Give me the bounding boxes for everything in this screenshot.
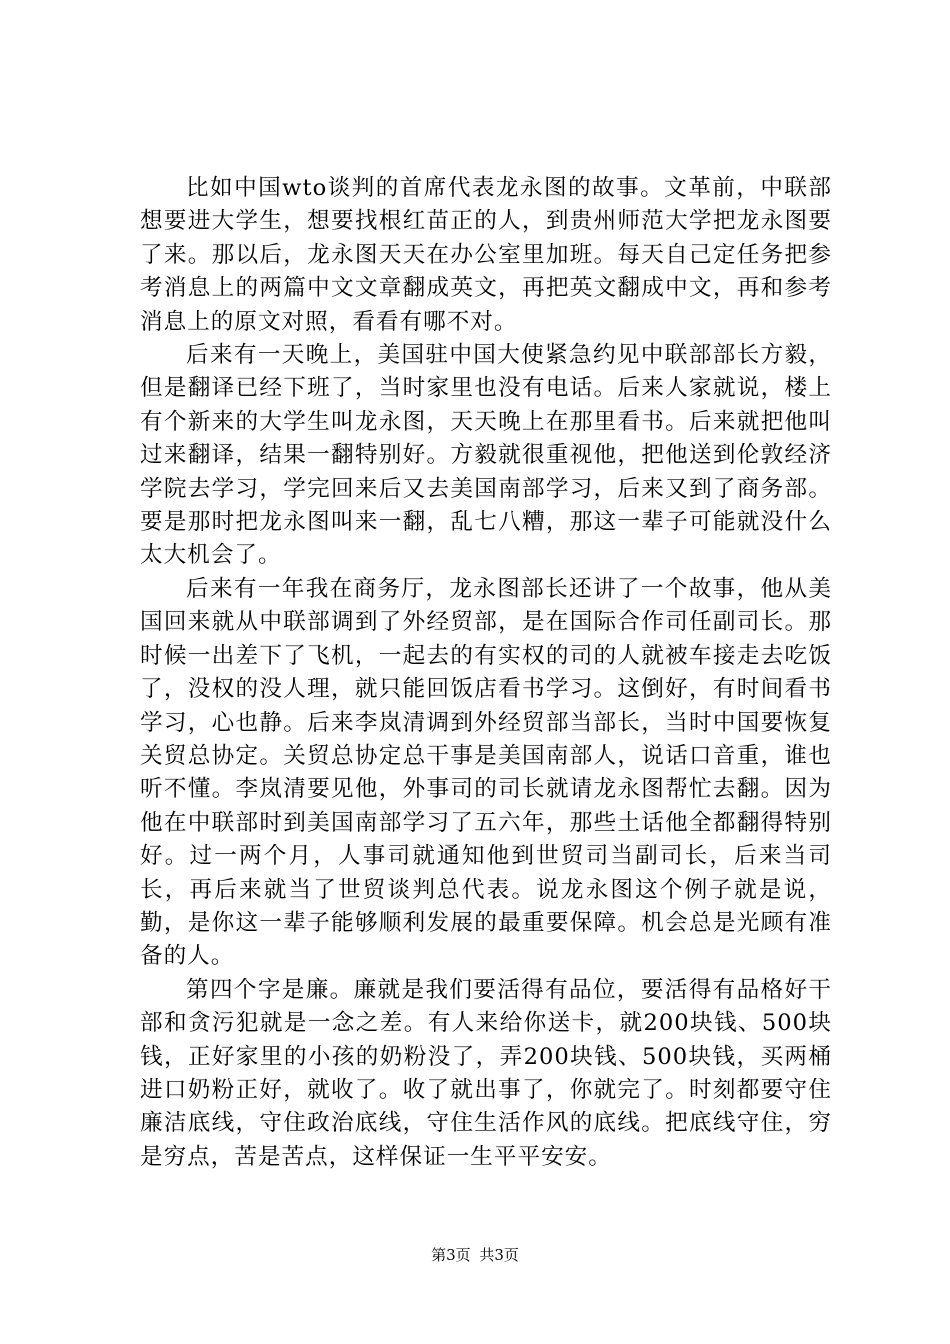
paragraph-3: 后来有一年我在商务厅，龙永图部长还讲了一个故事，他从美国回来就从中联部调到了外经贸部，是在国际合作司任副司长。那时候一出差下了飞机，一起去的有实权的司的人就被车接走去吃饭了，没权的没人理，就只能回饭店看书学习。这倒好，有时间看书学习，心也静。后来李岚清调到外经贸部当部长，当时中国要恢复关贸总协定。关贸总协定总干事是美国南部人，说话口音重，谁也听不懂。李岚清要见他，外事司的司长就请龙永图帮忙去翻。因为他在中联部时到美国南部学习了五六年，那些土话他全都翻得特别好。过一两个月，人事司就通知他到世贸司当副司长，后来当司长，再后来就当了世贸谈判总代表。说龙永图这个例子就是说，勤，是你这一辈子能够顺利发展的最重要保障。机会总是光顾有准备的人。 bbox=[140, 575, 832, 970]
paragraph-1: 比如中国wto谈判的首席代表龙永图的故事。文革前，中联部想要进大学生，想要找根红苗正的人，到贵州师范大学把龙永图要了来。那以后，龙永图天天在办公室里加班。每天自己定任务把参考消息上的两篇中文文章翻成英文，再把英文翻成中文，再和参考消息上的原文对照，看看有哪不对。 bbox=[140, 175, 832, 335]
body-text bbox=[140, 172, 832, 1174]
page-number-current: 第3页 bbox=[431, 1246, 471, 1264]
page-number-total: 共3页 bbox=[479, 1246, 519, 1264]
page-footer bbox=[0, 1245, 950, 1265]
paragraph-4: 第四个字是廉。廉就是我们要活得有品位，要活得有品格好干部和贪污犯就是一念之差。有人来给你送卡，就200块钱、500块钱，正好家里的小孩的奶粉没了，弄200块钱、500块钱，买两桶进口奶粉正好，就收了。收了就出事了，你就完了。时刻都要守住廉洁底线，守住政治底线，守住生活作风的底线。把底线守住，穷是穷点，苦是苦点，这样保证一生平平安安。 bbox=[140, 976, 832, 1170]
paragraph-2: 后来有一天晚上，美国驻中国大使紧急约见中联部部长方毅，但是翻译已经下班了，当时家里也没有电话。后来人家就说，楼上有个新来的大学生叫龙永图，天天晚上在那里看书。后来就把他叫过来翻译，结果一翻特别好。方毅就很重视他，把他送到伦敦经济学院去学习，学完回来后又去美国南部学习，后来又到了商务部。要是那时把龙永图叫来一翻，乱七八糟，那这一辈子可能就没什么太大机会了。 bbox=[140, 342, 832, 569]
